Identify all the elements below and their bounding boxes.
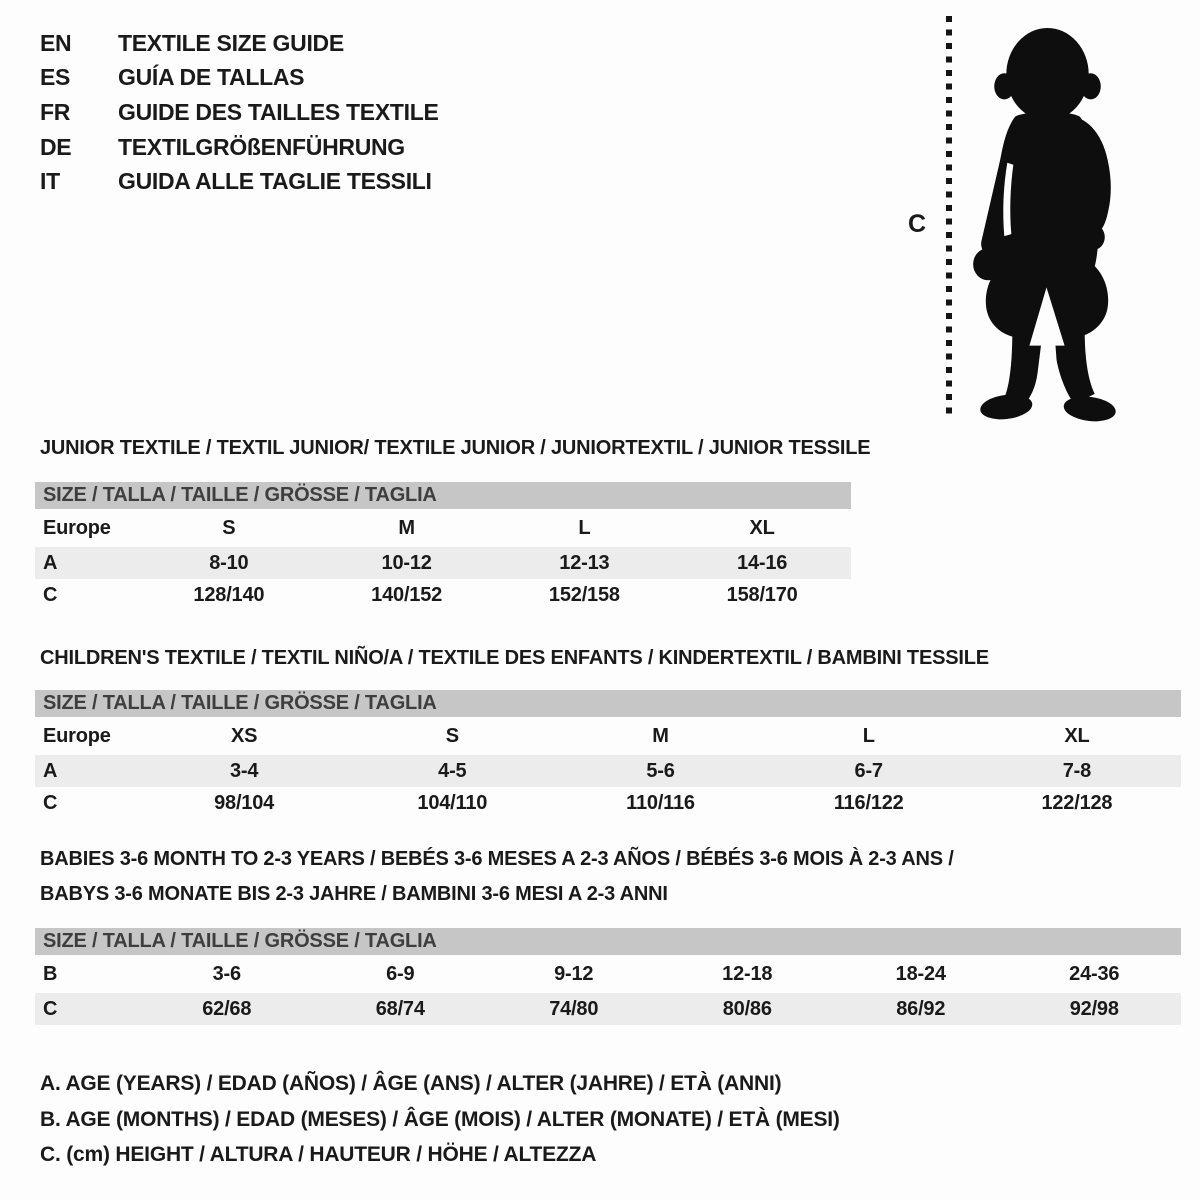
size-table-header: SIZE / TALLA / TAILLE / GRÖSSE / TAGLIA — [35, 690, 1181, 717]
height-cell: 80/86 — [722, 997, 772, 1020]
age-cell: 3-4 — [229, 759, 259, 782]
age-cell: 6-7 — [854, 759, 883, 782]
row-label: Europe — [43, 516, 111, 539]
language-code: IT — [40, 168, 60, 195]
height-cell: 152/158 — [548, 583, 620, 606]
row-label: B — [43, 962, 58, 985]
language-code: EN — [40, 29, 72, 56]
children-size-table — [35, 690, 1181, 819]
language-title: TEXTILE SIZE GUIDE — [118, 29, 344, 56]
babies-size-table — [35, 928, 1181, 1025]
language-title: TEXTILGRÖßENFÜHRUNG — [118, 133, 405, 160]
language-title: GUÍA DE TALLAS — [118, 64, 305, 91]
size-cell: S — [445, 724, 459, 747]
children-section-title: CHILDREN'S TEXTILE / TEXTIL NIÑO/A / TEXTILE DES ENFANTS / KINDERTEXTIL / BAMBINI TESSILE — [40, 647, 989, 669]
height-measure-dashed-line — [946, 16, 952, 416]
size-cell: S — [222, 516, 236, 539]
language-code: ES — [40, 64, 71, 91]
size-cell: XL — [749, 516, 775, 539]
language-row-es — [40, 61, 439, 96]
language-title: GUIDA ALLE TAGLIE TESSILI — [118, 168, 432, 195]
language-code: FR — [40, 98, 71, 125]
height-cell: 128/140 — [193, 583, 265, 606]
size-table-header: SIZE / TALLA / TAILLE / GRÖSSE / TAGLIA — [35, 928, 1181, 955]
size-cell: L — [578, 516, 591, 539]
age-cell: 24-36 — [1069, 962, 1120, 985]
height-cell: 92/98 — [1069, 997, 1119, 1020]
size-cell: M — [652, 724, 669, 747]
language-row-it — [40, 164, 439, 199]
table-row-europe — [35, 509, 851, 547]
row-label: Europe — [43, 724, 111, 747]
size-cell: L — [862, 724, 875, 747]
height-cell: 62/68 — [202, 997, 252, 1020]
age-cell: 3-6 — [212, 962, 241, 985]
age-cell: 18-24 — [895, 962, 946, 985]
toddler-silhouette-icon — [956, 20, 1138, 422]
height-cell: 116/122 — [833, 791, 904, 814]
height-cell: 110/116 — [626, 791, 695, 814]
height-cell: 98/104 — [214, 791, 275, 814]
row-label: C — [43, 997, 58, 1020]
table-row-height — [35, 579, 851, 611]
table-row-age-years — [35, 547, 851, 579]
height-label: C — [908, 210, 927, 238]
row-label: C — [43, 583, 58, 606]
table-row-age-months — [35, 955, 1181, 993]
age-cell: 4-5 — [438, 759, 467, 782]
table-row-age-years — [35, 755, 1181, 787]
size-cell: M — [398, 516, 415, 539]
size-cell: XL — [1064, 724, 1090, 747]
legend-line-height: C. (cm) HEIGHT / ALTURA / HAUTEUR / HÖHE / ALTEZZA — [40, 1143, 597, 1166]
legend-line-age-months: B. AGE (MONTHS) / EDAD (MESES) / ÂGE (MOIS) / ALTER (MONATE) / ETÀ (MESI) — [40, 1107, 840, 1131]
age-cell: 9-12 — [554, 962, 594, 985]
row-label: A — [43, 759, 58, 782]
height-cell: 86/92 — [896, 997, 946, 1020]
height-cell: 74/80 — [549, 997, 599, 1020]
height-cell: 140/152 — [371, 583, 443, 606]
height-cell: 68/74 — [375, 997, 425, 1020]
age-cell: 10-12 — [381, 551, 432, 574]
height-cell: 158/170 — [726, 583, 798, 606]
height-cell: 122/128 — [1041, 791, 1113, 814]
age-cell: 7-8 — [1062, 759, 1092, 782]
height-cell: 104/110 — [417, 791, 488, 814]
legend-line-age-years: A. AGE (YEARS) / EDAD (AÑOS) / ÂGE (ANS) / ALTER (JAHRE) / ETÀ (ANNI) — [40, 1072, 782, 1095]
table-row-europe — [35, 717, 1181, 755]
age-cell: 12-18 — [722, 962, 773, 985]
language-row-en — [40, 26, 439, 61]
age-cell: 6-9 — [386, 962, 415, 985]
language-row-de — [40, 130, 439, 165]
junior-section-title: JUNIOR TEXTILE / TEXTIL JUNIOR/ TEXTILE JUNIOR / JUNIORTEXTIL / JUNIOR TESSILE — [40, 437, 871, 459]
row-label: C — [43, 791, 58, 814]
language-header — [40, 26, 439, 199]
age-cell: 12-13 — [559, 551, 610, 574]
age-cell: 5-6 — [646, 759, 675, 782]
language-row-fr — [40, 95, 439, 130]
babies-section-title: BABIES 3-6 MONTH TO 2-3 YEARS / BEBÉS 3-6 MESES A 2-3 AÑOS / BÉBÉS 3-6 MOIS À 2-3 ANS / BABYS 3-6 MONATE BIS 2-3 JAHRE / BAMBINI 3-6 MESI A 2-3 ANNI — [40, 848, 954, 905]
size-table-header: SIZE / TALLA / TAILLE / GRÖSSE / TAGLIA — [35, 482, 851, 509]
age-cell: 14-16 — [737, 551, 788, 574]
junior-size-table — [35, 482, 851, 611]
age-cell: 8-10 — [209, 551, 249, 574]
row-label: A — [43, 551, 58, 574]
language-title: GUIDE DES TAILLES TEXTILE — [118, 98, 439, 125]
size-cell: XS — [230, 724, 258, 747]
table-row-height — [35, 993, 1181, 1025]
table-row-height — [35, 787, 1181, 819]
language-code: DE — [40, 133, 72, 160]
legend — [40, 1066, 840, 1173]
